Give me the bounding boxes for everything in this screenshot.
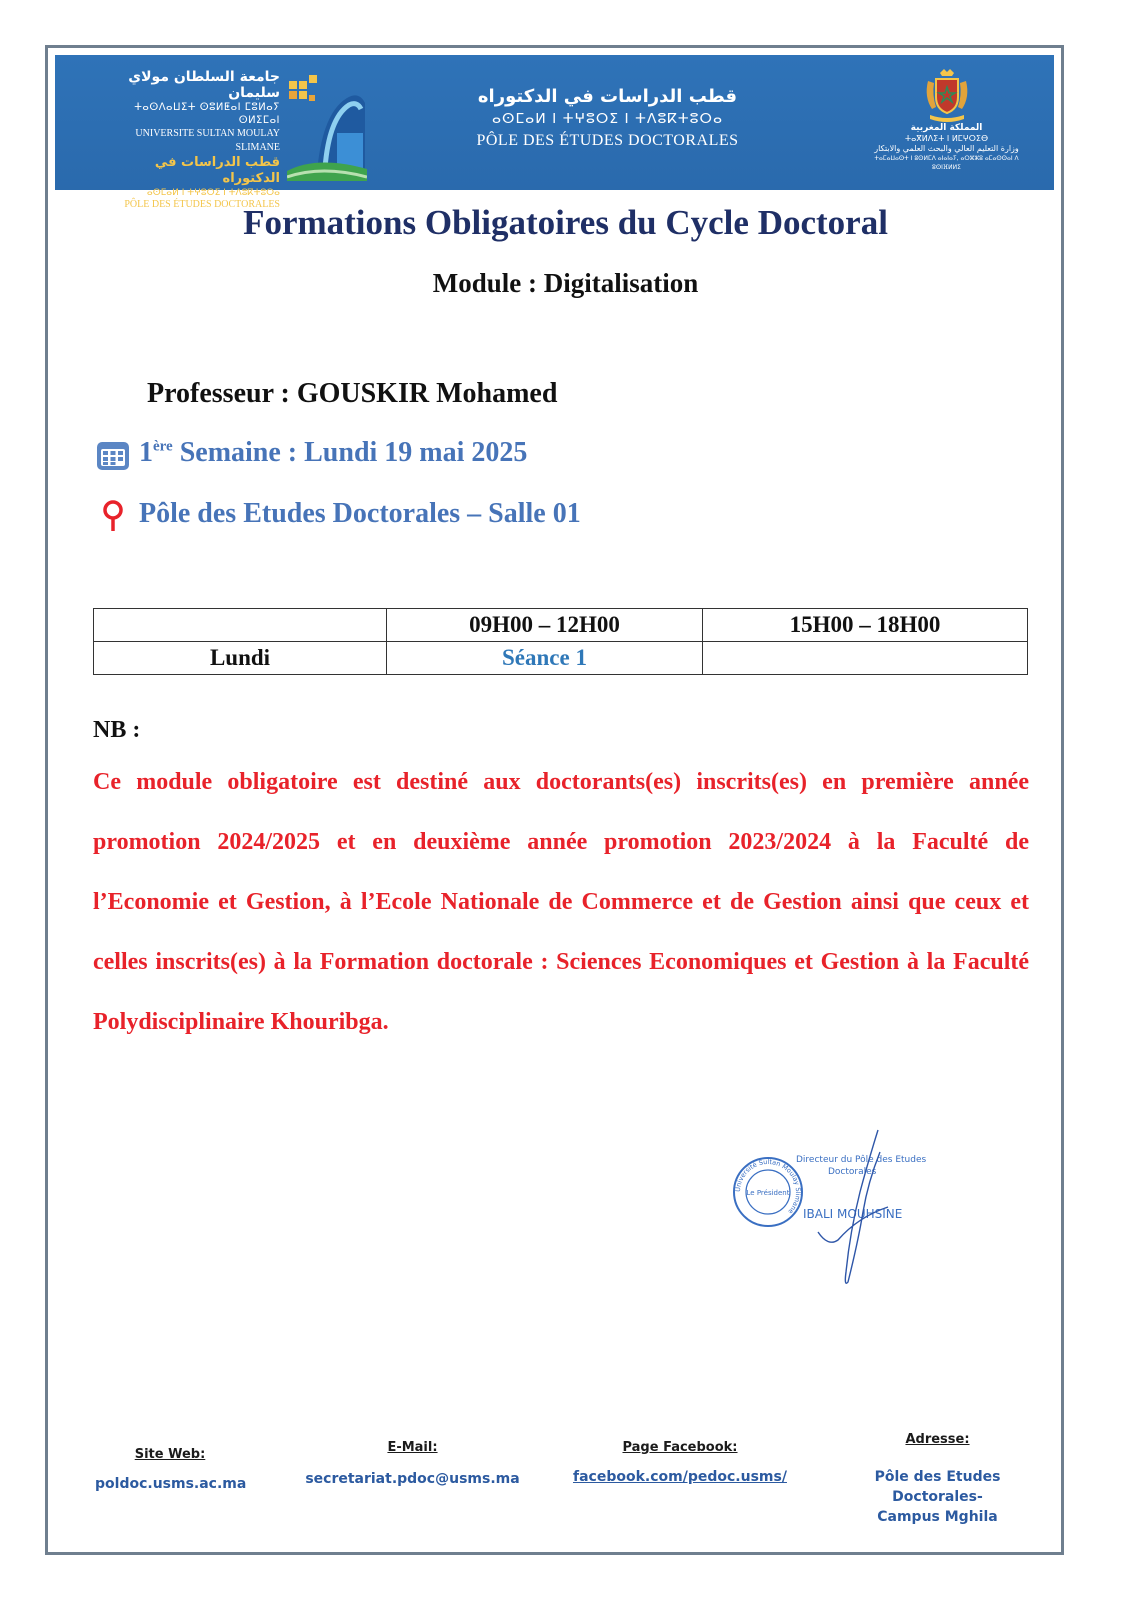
- week-ordinal-suffix: ère: [153, 438, 173, 455]
- facebook-link[interactable]: facebook.com/pedoc.usms/: [573, 1469, 787, 1485]
- document-title: Formations Obligatoires du Cycle Doctoral: [243, 203, 888, 242]
- nb-label: NB :: [93, 717, 141, 743]
- location-text: Pôle des Etudes Doctorales – Salle 01: [139, 498, 581, 529]
- footer-website: [95, 1447, 245, 1494]
- address-text: [830, 1467, 1045, 1527]
- week-info: [95, 437, 527, 472]
- schedule-header-morning: 09H00 – 12H00: [387, 609, 703, 642]
- pole-arabic-name: قطب الدراسات في الدكتوراه: [477, 86, 738, 107]
- footer-address: [830, 1432, 1045, 1527]
- ministry-arabic: وزارة التعليم العالي والبحث العلمي والابتكار: [874, 144, 1019, 153]
- facebook-label: Page Facebook:: [622, 1440, 738, 1455]
- header-banner: [55, 55, 1054, 210]
- stamp-center-text: Le Président: [746, 1189, 790, 1197]
- usms-identity: [95, 69, 280, 211]
- pole-french-name: PÔLE DES ÉTUDES DOCTORALES: [476, 132, 739, 149]
- location-pin-icon: [95, 499, 131, 533]
- schedule-table: [93, 608, 1028, 675]
- kingdom-arabic: المملكة المغربية: [910, 123, 983, 133]
- signer-title-line1: Directeur du Pôle des Etudes: [796, 1155, 927, 1165]
- calendar-icon: [95, 438, 131, 472]
- stamp-ring-text: Université Sultan Moulay Slimane: [733, 1157, 803, 1216]
- schedule-header-day: [94, 609, 387, 642]
- pole-tifinagh-name: ⴰⵙⵎⴰⵍ ⵏ ⵜⵖⵓⵔⵉ ⵏ ⵜⴷⵓⴽⵜⵓⵔⴰ: [491, 111, 723, 127]
- week-number: 1: [139, 437, 153, 468]
- usms-french-name: UNIVERSITE SULTAN MOULAY SLIMANE: [135, 128, 280, 153]
- signer-title-line2: Doctorales: [828, 1167, 877, 1177]
- signature-stamp: [728, 1122, 928, 1292]
- website-label: Site Web:: [134, 1447, 206, 1462]
- schedule-morning-cell: Séance 1: [387, 642, 703, 675]
- pole-french-small: PÔLE DES ÉTUDES DOCTORALES: [124, 199, 280, 210]
- schedule-day-cell: Lundi: [94, 642, 387, 675]
- location-info: [95, 498, 581, 533]
- website-link[interactable]: poldoc.usms.ac.ma: [95, 1476, 247, 1492]
- usms-arabic-name: جامعة السلطان مولاي سليمان: [128, 69, 280, 101]
- email-label: E-Mail:: [387, 1440, 438, 1455]
- ministry-tifinagh: ⵜⴰⵎⴰⵡⴰⵙⵜ ⵏ ⵓⵙⵍⵎⴷ ⴰⵏⴰⵏⴰⵢ, ⴰⵔⵣⵣⵓ ⴰⵎⴰⵙⵙⴰⵏ ⴷ ⵓⵙⵏⴼⵍⵍⵉ: [874, 155, 1019, 171]
- pole-arabic-small: قطب الدراسات في الدكتوراه: [154, 155, 280, 186]
- footer-facebook: [560, 1440, 800, 1487]
- signer-name: IBALI MOUHSINE: [803, 1207, 903, 1221]
- professor-name: Professeur : GOUSKIR Mohamed: [147, 378, 558, 409]
- address-label: Adresse:: [905, 1432, 970, 1447]
- pole-tifinagh-small: ⴰⵙⵎⴰⵍ ⵏ ⵜⵖⵓⵔⵉ ⵏ ⵜⴷⵓⴽⵜⵓⵔⴰ: [146, 188, 280, 198]
- schedule-afternoon-cell: [703, 642, 1028, 675]
- nb-note: Ce module obligatoire est destiné aux doctorants(es) inscrits(es) en première année promotion 2024/2025 et en deuxième année promotion 2023/2024 à la Faculté de l’Economie et Gestion, à l’Ecole Nationale de Commerce et de Gestion ainsi que ceux et celles inscrits(es) à la Formation doctorale : Sciences Economiques et Gestion à la Faculté Polydisciplinaire Khouribga.: [93, 769, 1029, 1035]
- usms-logo: [287, 73, 367, 181]
- pole-identity: [465, 85, 750, 153]
- kingdom-identity: [859, 67, 1034, 172]
- royal-crest-icon: [922, 67, 972, 123]
- address-line2: Campus Mghila: [877, 1509, 998, 1525]
- footer-email: [305, 1440, 520, 1489]
- table-row: [94, 642, 1028, 675]
- schedule-header-row: [94, 609, 1028, 642]
- week-date: Semaine : Lundi 19 mai 2025: [172, 437, 528, 468]
- module-name: Module : Digitalisation: [432, 268, 699, 298]
- address-line1: Pôle des Etudes Doctorales-: [874, 1469, 1001, 1505]
- usms-tifinagh-name: ⵜⴰⵙⴷⴰⵡⵉⵜ ⵙⵓⵍⵟⴰⵏ ⵎⵓⵍⴰⵢ ⵙⵍⵉⵎⴰⵏ: [134, 102, 280, 126]
- kingdom-tifinagh: ⵜⴰⴳⵍⴷⵉⵜ ⵏ ⵍⵎⵖⵔⵉⴱ: [904, 134, 989, 143]
- email-link[interactable]: secretariat.pdoc@usms.ma: [305, 1471, 520, 1487]
- schedule-header-afternoon: 15H00 – 18H00: [703, 609, 1028, 642]
